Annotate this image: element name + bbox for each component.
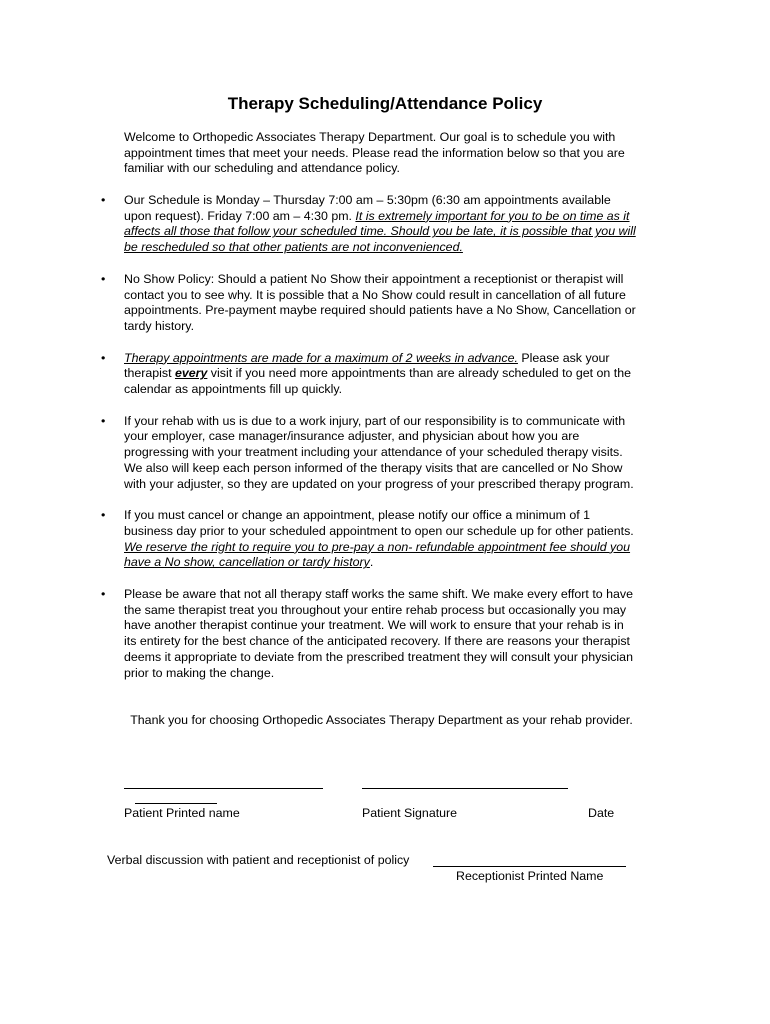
patient-printed-name-line[interactable] [124,788,323,789]
bullet-icon: • [101,271,106,286]
staff-shift-text: Please be aware that not all therapy staff works the same shift. We make every effort to have the same therapist treat you throughout your entire rehab process but occasionally you may have another therapist continue your treatment. We will work to ensure that your rehab is in its entirety for the best chance of the anticipated recovery. If there are reasons your therapist deems it appropriate to deviate from the prescribed treatment they will consult your physician prior to making the change. [124,587,633,680]
date-line[interactable] [135,803,217,804]
bullet-icon: • [101,350,106,365]
advance-booking-text-1: Please ask your therapist [124,350,610,381]
intro-paragraph: Welcome to Orthopedic Associates Therapy Department. Our goal is to schedule you with appointment times that meet your needs. Please read the information below so that you are familiar with our scheduling and attendance policy. [124,130,625,176]
cancellation-text: If you must cancel or change an appointment, please notify our office a minimum of 1 business day prior to your scheduled appointment to open our schedule up for other patients. [124,508,634,538]
date-label: Date [588,806,615,820]
bullet-icon: • [101,413,106,428]
policy-item-staff-shift [0,587,639,681]
bullet-icon: • [101,193,106,207]
bullet-icon: • [101,508,106,523]
work-injury-text: If your rehab with us is due to a work injury, part of our responsibility is to communicate with your employer, case manager/insurance adjuster, and physician about how you are progressing with your treatment including your attendance of your scheduled therapy visits. We also will keep each person informed of the therapy visits that are cancelled or No Show with your adjuster, so they are updated on your progress of your prescribed therapy program. [124,413,634,491]
policy-item-no-show [0,272,639,335]
every-emphasis: every [174,366,208,381]
cancellation-emphasis: We reserve the right to require you to pre-pay a non- refundable appointment fee should you have a No show, cancellation or tardy history [124,539,631,570]
receptionist-printed-name-label: Receptionist Printed Name [456,869,604,883]
patient-signature-label: Patient Signature [362,806,458,820]
schedule-emphasis: It is extremely important for you to be on time as it affects all those that follow your scheduled time. Should you be late, it is possible that you will be rescheduled so that other patients are not inconvenienced. [124,208,636,255]
schedule-text: Our Schedule is Monday – Thursday 7:00 am – 5:30pm (6:30 am appointments available upon request). Friday 7:00 am – 4:30 pm. [124,193,611,223]
policy-item-work-injury [0,414,639,493]
policy-list [0,193,770,697]
bullet-icon: • [101,587,106,602]
policy-item-schedule [0,193,639,256]
no-show-text: No Show Policy: Should a patient No Show their appointment a receptionist or therapist will contact you to see why. It is possible that a No Show could result in cancellation of all future appointments. Pre-payment maybe required should patients have a No Show, Cancellation or tardy history. [124,271,636,333]
policy-item-advance-booking [0,351,639,398]
receptionist-signature-line[interactable] [433,866,626,867]
patient-signature-line[interactable] [362,788,568,789]
thank-you-note: Thank you for choosing Orthopedic Associates Therapy Department as your rehab provider. [130,713,633,727]
advance-booking-emphasis: Therapy appointments are made for a maximum of 2 weeks in advance. [124,350,518,365]
cancellation-end: . [369,555,374,570]
patient-printed-name-label: Patient Printed name [124,806,240,820]
advance-booking-text-2: visit if you need more appointments than are already scheduled to get on the calendar as appointments fill up quickly. [124,366,631,397]
policy-item-cancellation [0,508,639,571]
verbal-discussion-label: Verbal discussion with patient and receptionist of policy [107,853,410,867]
page-title: Therapy Scheduling/Attendance Policy [227,94,543,113]
